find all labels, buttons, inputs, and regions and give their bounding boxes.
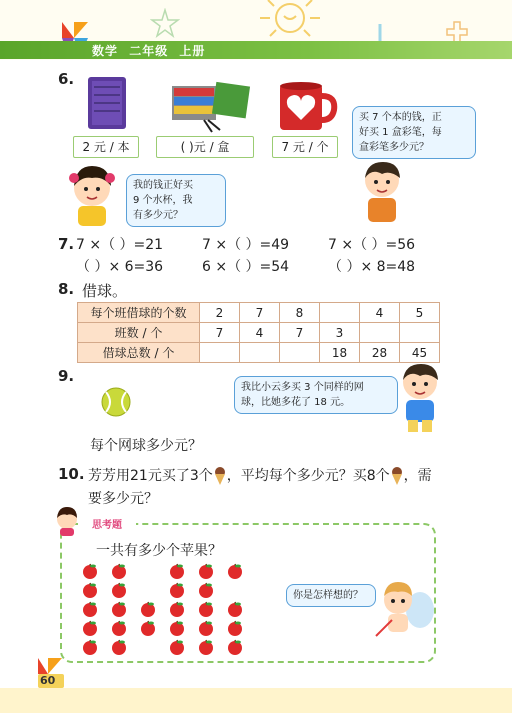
- table-cell[interactable]: [320, 303, 360, 323]
- girl-speech-bubble: 我的钱正好买 9 个水杯，我 有多少元？: [126, 174, 226, 227]
- apple-icon: [198, 601, 214, 617]
- mug-price-label: 7 元 / 个: [272, 136, 338, 158]
- apple-icon: [140, 620, 156, 636]
- girl-thinking-icon: [54, 506, 80, 536]
- apple-icon: [198, 582, 214, 598]
- apple-icon: [111, 639, 127, 655]
- apple-icon: [198, 639, 214, 655]
- apple-icon: [169, 601, 185, 617]
- header-title: 数学 二年级 上册: [92, 44, 206, 58]
- q7-number: 7.: [58, 235, 75, 253]
- table-cell[interactable]: [200, 343, 240, 363]
- think-speech-bubble: 你是怎样想的？: [286, 584, 376, 607]
- apple-icon: [169, 620, 185, 636]
- q10-number: 10.: [58, 465, 85, 483]
- table-row: [78, 323, 440, 343]
- heart-mug-icon: [276, 80, 338, 134]
- notebook-icon: [84, 75, 130, 133]
- apple-icon: [111, 620, 127, 636]
- table-row: [78, 303, 440, 323]
- table-cell[interactable]: [360, 323, 400, 343]
- table-cell[interactable]: 7: [280, 323, 320, 343]
- apple-icon: [227, 639, 243, 655]
- q7-equation-4[interactable]: （ ）× 6=36: [76, 259, 164, 275]
- table-cell[interactable]: 4: [360, 303, 400, 323]
- marker-price-blank[interactable]: ( ): [180, 140, 194, 154]
- think-label: 思考题: [78, 519, 136, 533]
- apple-icon: [82, 563, 98, 579]
- sun-decoration-icon: [240, 0, 360, 45]
- apple-icon: [198, 563, 214, 579]
- apple-icon: [227, 563, 243, 579]
- notebook-price-label: 2 元 / 本: [73, 136, 139, 158]
- q7-equation-3[interactable]: 7 ×（ ）=56: [328, 237, 416, 253]
- apple-icon: [82, 620, 98, 636]
- ball-table: [77, 302, 440, 363]
- apple-grid: [82, 563, 272, 657]
- q8-number: 8.: [58, 280, 75, 298]
- q8-title: 借球。: [82, 282, 128, 300]
- table-cell[interactable]: 5: [400, 303, 440, 323]
- table-cell[interactable]: 8: [280, 303, 320, 323]
- table-cell[interactable]: 18: [320, 343, 360, 363]
- apple-icon: [198, 620, 214, 636]
- marker-box-icon: [168, 80, 254, 134]
- apple-icon: [169, 639, 185, 655]
- apple-icon: [82, 639, 98, 655]
- row-header: 每个班借球的个数: [78, 303, 200, 323]
- page-number: 60: [40, 674, 56, 687]
- apple-icon: [169, 563, 185, 579]
- logo-triangles-icon: [36, 656, 64, 676]
- table-cell[interactable]: [400, 323, 440, 343]
- table-cell[interactable]: [280, 343, 320, 363]
- table-cell[interactable]: [240, 343, 280, 363]
- row-header: 班数 / 个: [78, 323, 200, 343]
- apple-icon: [82, 601, 98, 617]
- apple-icon: [111, 563, 127, 579]
- table-cell[interactable]: 45: [400, 343, 440, 363]
- q9-question: 每个网球多少元？: [90, 438, 202, 454]
- apple-icon: [82, 582, 98, 598]
- boy-character-icon: [396, 362, 446, 434]
- q9-number: 9.: [58, 367, 75, 385]
- q7-equation-1[interactable]: 7 ×（ ）=21: [76, 237, 164, 253]
- q9-speech-bubble: 我比小云多买 3 个同样的网 球，比她多花了 18 元。: [234, 376, 398, 414]
- table-cell[interactable]: 3: [320, 323, 360, 343]
- q7-equation-5[interactable]: 6 ×（ ）=54: [202, 259, 290, 275]
- table-cell[interactable]: 28: [360, 343, 400, 363]
- apple-icon: [169, 582, 185, 598]
- apple-icon: [111, 582, 127, 598]
- cupid-character-icon: [370, 580, 436, 642]
- ice-cream-cone-icon: [390, 467, 404, 485]
- table-cell[interactable]: 2: [200, 303, 240, 323]
- apple-icon: [227, 620, 243, 636]
- row-header: 借球总数 / 个: [78, 343, 200, 363]
- q7-equation-6[interactable]: （ ）× 8=48: [328, 259, 416, 275]
- marker-price-label: ( )元 / 盒: [156, 136, 254, 158]
- footer-band: [0, 688, 512, 713]
- apple-icon: [111, 601, 127, 617]
- table-cell[interactable]: 7: [240, 303, 280, 323]
- star-decoration-icon: [150, 8, 180, 38]
- table-cell[interactable]: 7: [200, 323, 240, 343]
- apple-icon: [140, 601, 156, 617]
- girl-character-icon: [66, 164, 120, 228]
- header-bar: [0, 41, 512, 59]
- boy-speech-bubble: 买 7 个本的钱，正 好买 1 盒彩笔，每 盒彩笔多少元？: [352, 106, 476, 159]
- think-question: 一共有多少个苹果？: [96, 543, 222, 559]
- q6-number: 6.: [58, 70, 75, 88]
- q7-equation-2[interactable]: 7 ×（ ）=49: [202, 237, 290, 253]
- q10-line-2: 要多少元？: [88, 491, 158, 507]
- ice-cream-cone-icon: [213, 467, 227, 485]
- boy-character-icon: [358, 160, 408, 224]
- apple-icon: [227, 601, 243, 617]
- table-cell[interactable]: 4: [240, 323, 280, 343]
- tennis-ball-icon: [100, 386, 132, 418]
- q10-line-1: 芳芳用21元买了3个 ，平均每个多少元？买8个 ，需: [88, 468, 432, 484]
- table-row: [78, 343, 440, 363]
